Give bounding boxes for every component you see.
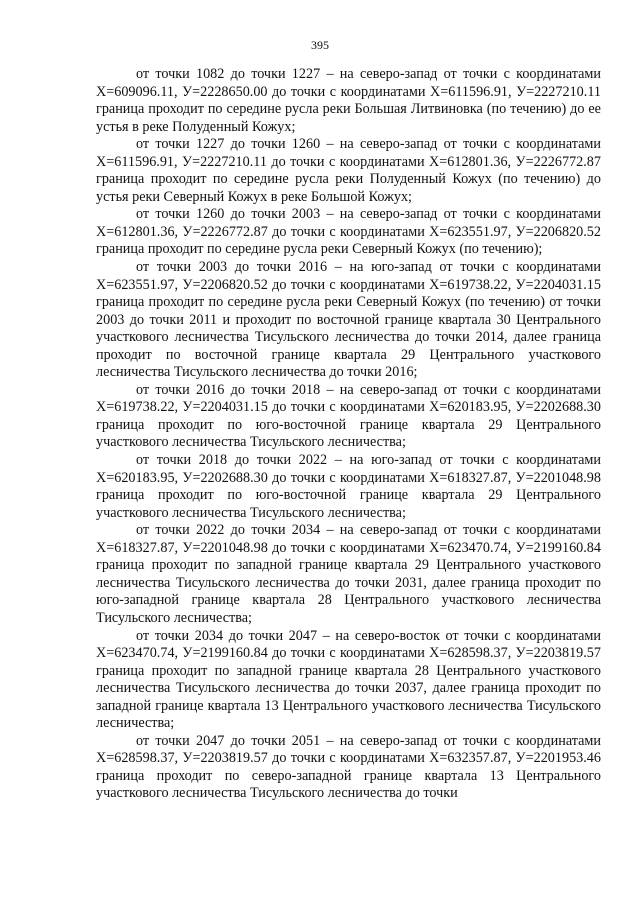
page-number: 395 <box>311 38 329 52</box>
paragraph: от точки 2022 до точки 2034 – на северо-запад от точки с координатами Х=618327.87, У=2201048.98 до точки с координатами Х=623470.74, У=2199160.84 граница проходит по западной границе квартала 29 Центрального участкового лесничества Тисульского лесничества до точки 2031, далее граница проходит по юго-западной границе квартала 28 Центрального участкового лесничества Тисульского лесничества; <box>96 522 601 626</box>
paragraph: от точки 1260 до точки 2003 – на северо-запад от точки с координатами Х=612801.36, У=2226772.87 до точки с координатами Х=623551.97, У=2206820.52 граница проходит по середине русла реки Северный Кожух (по течению); <box>96 206 601 258</box>
paragraph: от точки 1082 до точки 1227 – на северо-запад от точки с координатами Х=609096.11, У=2228650.00 до точки с координатами Х=611596.91, У=2227210.11 граница проходит по середине русла реки Большая Литвиновка (по течению) до ее устья в реке Полуденный Кожух; <box>96 66 601 135</box>
paragraph: от точки 2016 до точки 2018 – на северо-запад от точки с координатами Х=619738.22, У=2204031.15 до точки с координатами Х=620183.95, У=2202688.30 граница проходит по юго-восточной границе квартала 29 Центрального участкового лесничества Тисульского лесничества; <box>96 381 601 451</box>
paragraph: от точки 2047 до точки 2051 – на северо-запад от точки с координатами Х=628598.37, У=2203819.57 до точки с координатами Х=632357.87, У=2201953.46 граница проходит по северо-западной границе квартала 13 Центрального участкового лесничества Тисульского лесничества до точки <box>96 732 601 802</box>
paragraph: от точки 2018 до точки 2022 – на юго-запад от точки с координатами Х=620183.95, У=2202688.30 до точки с координатами Х=618327.87, У=2201048.98 граница проходит по юго-восточной границе квартала 29 Центрального участкового лесничества Тисульского лесничества; <box>96 452 601 521</box>
paragraph: от точки 2003 до точки 2016 – на юго-запад от точки с координатами Х=623551.97, У=2206820.52 до точки с координатами Х=619738.22, У=2204031.15 граница проходит по середине русла реки Северный Кожух (по течению) от точки 2003 до точки 2011 и проходит по восточной границе квартала 30 Центрального участкового лесничества Тисульского лесничества до точки 2014, далее граница проходит по восточной границе квартала 29 Центрального участкового лесничества Тисульского лесничества до точки 2016; <box>96 259 601 381</box>
paragraph: от точки 1227 до точки 1260 – на северо-запад от точки с координатами Х=611596.91, У=2227210.11 до точки с координатами Х=612801.36, У=2226772.87 граница проходит по середине русла реки Полуденный Кожух (по течению) до устья реки Северный Кожух в реке Большой Кожух; <box>96 136 601 205</box>
document-body <box>96 66 601 803</box>
paragraph: от точки 2034 до точки 2047 – на северо-восток от точки с координатами Х=623470.74, У=2199160.84 до точки с координатами Х=628598.37, У=2203819.57 граница проходит по западной границе квартала 28 Центрального участкового лесничества Тисульского лесничества до точки 2037, далее граница проходит по западной границе квартала 13 Центрального участкового лесничества Тисульского лесничества; <box>96 627 601 732</box>
